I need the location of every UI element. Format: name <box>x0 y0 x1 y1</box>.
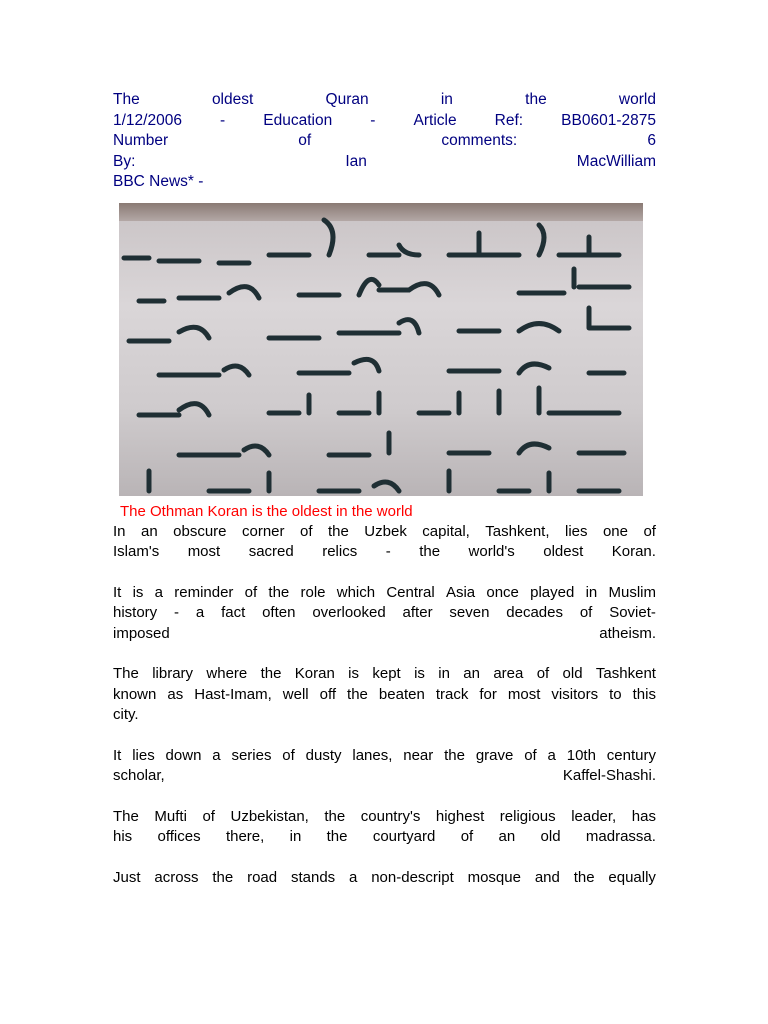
word: is <box>414 665 425 682</box>
article-meta <box>113 111 656 132</box>
word: - <box>385 543 391 560</box>
word: sacred <box>248 543 294 560</box>
word: It <box>113 746 122 764</box>
word: In <box>113 522 126 540</box>
word: It <box>113 583 122 601</box>
word: series <box>231 746 272 764</box>
word: off <box>319 685 337 703</box>
word: 1/12/2006 <box>113 111 182 129</box>
word: - <box>220 111 226 129</box>
word: dusty <box>305 746 342 764</box>
word: the <box>347 685 368 703</box>
word: Uzbekistan, <box>230 807 309 825</box>
word: overlooked <box>312 604 386 621</box>
word: fact <box>221 604 246 621</box>
word: By: <box>113 152 136 170</box>
word: area <box>493 665 524 682</box>
word: 6 <box>647 132 656 149</box>
word: The <box>113 665 139 682</box>
p3-line-2 <box>113 685 656 706</box>
word: kept <box>372 665 401 682</box>
word: down <box>165 746 202 764</box>
word: where <box>206 665 248 682</box>
manuscript-photo <box>119 203 643 496</box>
word: obscure <box>173 522 227 540</box>
word: a <box>195 604 205 621</box>
article <box>113 90 656 888</box>
p2-line-1 <box>113 583 656 604</box>
word: Hast-Imam, <box>194 685 272 703</box>
word: Asia <box>445 583 476 601</box>
word: grave <box>475 746 514 764</box>
word: of <box>536 665 550 682</box>
word: Muslim <box>608 583 656 601</box>
word: is <box>348 665 360 682</box>
word: often <box>262 604 296 621</box>
word: his <box>113 828 133 845</box>
word: world <box>618 91 656 108</box>
word: the <box>212 868 234 886</box>
word: Uzbek <box>364 522 407 540</box>
word: role <box>300 583 326 601</box>
article-header <box>113 90 656 193</box>
word: imposed <box>113 624 170 642</box>
word: near <box>403 746 434 764</box>
word: this <box>632 685 656 703</box>
word: leader, <box>571 807 617 825</box>
word: scholar, <box>113 767 165 784</box>
word: a <box>212 746 221 764</box>
word: history <box>113 604 158 621</box>
word: of <box>299 522 313 540</box>
word: Tashkent, <box>485 522 550 540</box>
word: a <box>349 868 358 886</box>
word: of <box>524 746 537 764</box>
p1-line-2 <box>113 542 656 563</box>
word: The <box>113 91 140 108</box>
word: lies <box>132 746 155 764</box>
word: MacWilliam <box>576 152 656 170</box>
word: which <box>336 583 376 601</box>
word: courtyard <box>372 828 436 845</box>
word: the <box>324 807 346 825</box>
word: there, <box>225 828 265 845</box>
word: Kaffel-Shashi. <box>562 767 656 784</box>
word: has <box>631 807 656 825</box>
word: relics <box>322 543 358 560</box>
word: Article <box>413 111 457 129</box>
p3-line-3-text: city. <box>113 706 139 723</box>
word: of <box>282 746 295 764</box>
word: for <box>479 685 497 703</box>
source-text: BBC News* - <box>113 173 204 190</box>
word: one <box>602 522 628 540</box>
source-line <box>113 172 656 193</box>
word: the <box>573 868 595 886</box>
word: lies <box>564 522 588 540</box>
word: Quran <box>325 91 369 108</box>
word: capital, <box>422 522 470 540</box>
word: of <box>643 522 656 540</box>
word: - <box>174 604 180 621</box>
word: Koran. <box>611 543 656 560</box>
word: and <box>534 868 560 886</box>
byline <box>113 152 656 173</box>
word: 10th <box>566 746 596 764</box>
p5-line-1 <box>113 807 656 828</box>
word: visitors <box>551 685 599 703</box>
word: country's <box>360 807 421 825</box>
word: of <box>244 583 258 601</box>
word: well <box>282 685 309 703</box>
word: in <box>440 91 453 108</box>
word: most <box>187 543 221 560</box>
word: track <box>435 685 469 703</box>
p3-line-3 <box>113 705 656 726</box>
word: a <box>154 583 163 601</box>
word: the <box>326 828 348 845</box>
word: The <box>113 807 139 825</box>
p3-line-1 <box>113 664 656 685</box>
word: Number <box>113 132 169 149</box>
word: an <box>463 665 480 682</box>
p5-line-2 <box>113 827 656 848</box>
word: road <box>247 868 278 886</box>
word: equally <box>608 868 656 886</box>
p6-line-1 <box>113 868 656 889</box>
word: of <box>460 828 474 845</box>
word: Mufti <box>154 807 187 825</box>
word: old <box>540 828 561 845</box>
word: to <box>609 685 622 703</box>
photo-caption: The Othman Koran is the oldest in the world <box>120 502 413 520</box>
word: religious <box>499 807 556 825</box>
word: Education <box>263 111 333 129</box>
word: Tashkent <box>595 665 656 682</box>
word: seven <box>449 604 490 621</box>
word: after <box>402 604 433 621</box>
word: Koran <box>294 665 335 682</box>
word: known <box>113 685 157 703</box>
word: oldest <box>543 543 584 560</box>
word: highest <box>435 807 485 825</box>
word: the <box>268 583 290 601</box>
word: played <box>530 583 575 601</box>
word: in <box>438 665 450 682</box>
word: BB0601-2875 <box>561 111 656 129</box>
word: decades <box>506 604 563 621</box>
word: stands <box>290 868 336 886</box>
word: is <box>132 583 144 601</box>
kufic-script-drawing <box>119 203 643 496</box>
article-title <box>113 90 656 111</box>
word: the <box>260 665 282 682</box>
word: once <box>486 583 519 601</box>
word: mosque <box>467 868 521 886</box>
word: Ian <box>345 152 367 170</box>
word: of <box>579 604 593 621</box>
word: in <box>585 583 598 601</box>
word: an <box>140 522 158 540</box>
word: world's <box>468 543 515 560</box>
word: an <box>498 828 516 845</box>
word: as <box>167 685 184 703</box>
word: the <box>444 746 465 764</box>
word: across <box>154 868 199 886</box>
word: the <box>525 91 547 108</box>
word: reminder <box>174 583 234 601</box>
p4-line-1 <box>113 746 656 767</box>
word: the <box>327 522 349 540</box>
word: of <box>298 132 312 149</box>
word: non-descript <box>371 868 454 886</box>
word: in <box>289 828 302 845</box>
word: of <box>202 807 215 825</box>
p1-line-1 <box>113 522 656 543</box>
word: Central <box>386 583 435 601</box>
word: a <box>547 746 556 764</box>
word: oldest <box>211 91 254 108</box>
word: Just <box>113 868 141 886</box>
word: most <box>507 685 541 703</box>
word: the <box>419 543 441 560</box>
word: corner <box>241 522 285 540</box>
word: - <box>370 111 376 129</box>
word: atheism. <box>599 624 656 642</box>
word: Islam's <box>113 543 160 560</box>
word: beaten <box>378 685 425 703</box>
word: century <box>606 746 656 764</box>
word: Soviet- <box>609 604 656 621</box>
word: Ref: <box>494 111 524 129</box>
word: library <box>152 665 194 682</box>
word: old <box>562 665 583 682</box>
word: lanes, <box>352 746 393 764</box>
p2-line-2 <box>113 603 656 624</box>
word: offices <box>157 828 201 845</box>
word: comments: <box>441 132 518 149</box>
word: madrassa. <box>585 828 656 845</box>
p4-line-2 <box>113 766 656 787</box>
comments-count <box>113 131 656 152</box>
p2-line-3 <box>113 624 656 645</box>
